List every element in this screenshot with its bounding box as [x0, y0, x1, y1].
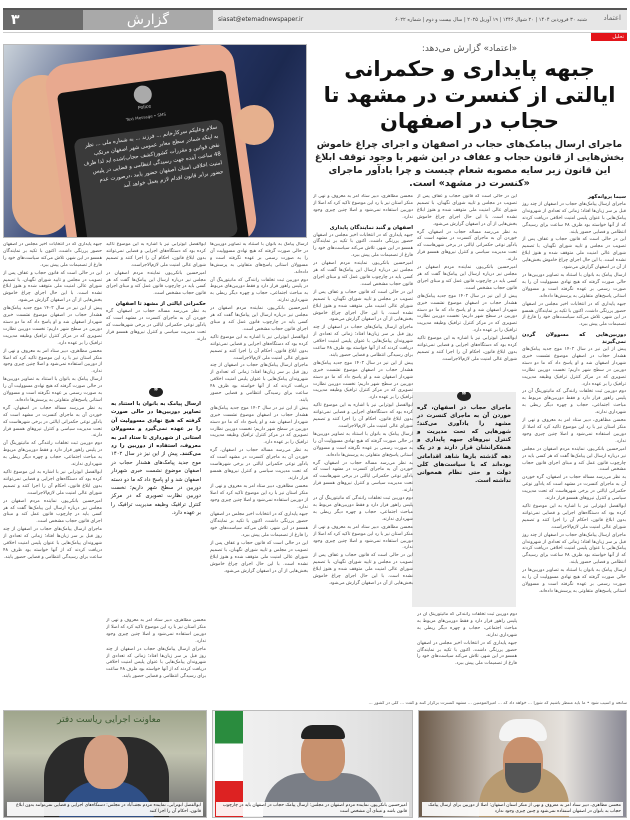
newspaper-logo: اعتماد	[603, 14, 621, 22]
column-4	[210, 242, 308, 697]
subhead: حکمرانی ایالتی از مشهد تا اصفهان	[115, 301, 206, 308]
paragraph: دوم دوربین ثبت تخلفات رانندگی که مانیتورینگ آن در پلیس راهور قرار دارد و فقط دوربین‌های مربوط به مباحث اجتماعی، حجاب و چهره دیگر ربطی به شهرداری ندارند.	[210, 277, 308, 304]
paragraph: ارسال پیامک به بانوان با استناد به تصاویر دوربین‌ها در حالی صورت گرفته که هیچ نهادی مسوولیت آن را به صورت رسمی بر عهده نگرفته است و مسوولان استانی پاسخ‌های متفاوتی به پرسش‌ها داده‌اند.	[522, 272, 626, 299]
subhead: اصفهان و گنبد نمایندگان پایداری	[329, 224, 413, 231]
paragraph: این در حالی است که قانون حجاب و عفاف پس از تصویب در مجلس و تایید شورای نگهبان، با تصمیم شورای عالی امنیت ملی متوقف شده و هنوز ابلاغ نشده است. با این حال اجرای چراغ خاموش بخش‌هایی از آن در اصفهان گزارش می‌شود.	[417, 194, 517, 227]
phone-shape	[43, 44, 259, 238]
paragraph: ماجرای ارسال پیامک‌های حجاب در اصفهان از چند روز قبل بر سر زبان‌ها افتاد؛ زمانی که تعدادی از شهروندان پیامک‌هایی با عنوان پلیس امنیت اخلاقی دریافت کردند که از آنها خواسته بود ظرف ۴۸ ساعت برای رسیدگی انتظامی و قضایی حضور یابند.	[313, 325, 413, 358]
main-photo-phone-sms	[3, 44, 307, 238]
paragraph: ابوالفضل ابوترابی نیز با اشاره به این موضوع تاکید کرده بود که دستگاه‌های اجرایی و قضایی نمی‌توانند بدون ابلاغ قانون، احکام آن را اجرا کنند و تصمیم شورای عالی امنیت ملی لازم‌الاجراست.	[522, 503, 626, 530]
contact-avatar-icon	[133, 84, 153, 104]
paragraph: به نظر می‌رسد مساله حجاب در اصفهان، گره خوردن آن به ماجرای کنسرت در مشهد است که یادآور نوعی حکمرانی ایالتی در برخی شهرهاست که تحت مدیریت سیاسی و کنترل نیروهای همسو قرار دارند.	[417, 229, 517, 263]
paragraph: امیرحسین بانکی‌پور، نماینده مردم اصفهان در مجلس نیز درباره ارسال این پیامک‌ها گفت که هر کسی باید در چارچوب قانون عمل کند و مبنای اجرای قانون حجاب مشخص است.	[522, 446, 626, 473]
paragraph: پیش از این نیز در سال ۱۴۰۲ موج جدید پیامک‌های هشدار حجاب در اصفهان موضوع نشست خبری شهردار اصفهان شد و او پاسخ داد که ما دو دسته دوربین در سطح شهر داریم؛ نخست دوربین نظارت تصویری که در مرکز کنترل ترافیک وظیفه مدیریت ترافیک را بر عهده دارد.	[111, 451, 201, 517]
pull-quote-left	[106, 388, 206, 613]
paragraph: دوم دوربین ثبت تخلفات رانندگی که مانیتورینگ آن در پلیس راهور قرار دارد و فقط دوربین‌های مربوط به مباحث اجتماعی، حجاب و چهره دیگر ربطی به شهرداری ندارند.	[417, 612, 517, 638]
column-3	[313, 194, 413, 698]
column-2-bottom	[417, 612, 517, 695]
pull-quote-text: ارسال پیامک به بانوان با استناد به تصاویر دوربین‌ها در حالی صورت گرفته که هیچ نهادی مسوولیت آن را بر عهده نمی‌گیرد و مسوولان استانی از شهرداری تا ستاد امر به معروف، استفاده از دوربین را رد می‌کنند.	[111, 401, 201, 458]
headline: جبهه پایداری و حکمرانی ایالتی از کنسرت در مشهد تا حجاب در اصفهان	[323, 57, 616, 133]
paragraph: این در حالی است که قانون حجاب و عفاف پس از تصویب در مجلس و تایید شورای نگهبان، با تصمیم شورای عالی امنیت ملی متوقف شده و هنوز ابلاغ نشده است. با این حال اجرای چراغ خاموش بخش‌هایی از آن در اصفهان گزارش می‌شود.	[313, 289, 413, 323]
paragraph: محسن مظاهری، دبیر ستاد امر به معروف و نهی از منکر استان نیز با رد این موضوع تاکید کرد که اصلا از دوربین استفاده نمی‌شود و اصلا چنین چیزی وجود ندارد.	[522, 418, 626, 444]
photo-mazaheri	[418, 710, 627, 818]
column-6	[3, 242, 102, 697]
photo-abutorabi	[3, 710, 207, 818]
paragraph: ابوالفضل ابوترابی نیز با اشاره به این موضوع تاکید کرده بود که دستگاه‌های اجرایی و قضایی نمی‌توانند بدون ابلاغ قانون، احکام آن را اجرا کنند و تصمیم شورای عالی امنیت ملی لازم‌الاجراست.	[106, 242, 206, 268]
quote-icon: ❞	[457, 392, 471, 401]
column-1	[522, 194, 626, 698]
thumb-shape	[234, 105, 274, 145]
paragraph: جبهه پایداری که در انتخابات اخیر مجلس در اصفهان حضور پررنگی داشت، اکنون با تکیه بر نمایندگان همسو در این شهر، تلاش می‌کند سیاست‌های خود را فارغ از تصمیمات ملی پیش ببرد.	[210, 512, 308, 539]
paragraph: پیش از این نیز در سال ۱۴۰۲ موج جدید پیامک‌های هشدار حجاب در اصفهان موضوع نشست خبری شهردار اصفهان شد و او پاسخ داد که ما دو دسته دوربین در سطح شهر داریم؛ نخست دوربین نظارت تصویری که در مرکز کنترل ترافیک وظیفه مدیریت ترافیک را بر عهده دارد.	[313, 360, 413, 401]
sms-meta: Text Message • SMS	[125, 111, 167, 123]
paragraph: این در حالی است که قانون حجاب و عفاف پس از تصویب در مجلس و تایید شورای نگهبان، با تصمیم شورای عالی امنیت ملی متوقف شده و هنوز ابلاغ نشده است. با این حال اجرای چراغ خاموش بخش‌هایی از آن در اصفهان گزارش می‌شود.	[3, 270, 102, 304]
paragraph: محسن مظاهری، دبیر ستاد امر به معروف و نهی از منکر استان نیز با رد این موضوع تاکید کرد که اصلا از دوربین استفاده نمی‌شود و اصلا چنین چیزی وجود ندارد.	[210, 483, 308, 510]
phone-screen	[57, 70, 250, 238]
paragraph: جبهه پایداری که در انتخابات اخیر مجلس در اصفهان حضور پررنگی داشت، اکنون با تکیه بر نمایندگان همسو در این شهر، تلاش می‌کند سیاست‌های خود را فارغ از تصمیمات ملی پیش ببرد.	[417, 640, 517, 667]
office-sign: معاونت اجرایی ریاست دفتر	[57, 715, 161, 725]
page-header	[3, 8, 627, 30]
paragraph: جبهه پایداری که در انتخابات اخیر مجلس در اصفهان حضور پررنگی داشت، اکنون با تکیه بر نمایندگان همسو در این شهر، تلاش می‌کند سیاست‌های خود را فارغ از تصمیمات ملی پیش ببرد.	[3, 242, 102, 268]
paragraph: ارسال پیامک به بانوان با استناد به تصاویر دوربین‌ها در حالی صورت گرفته که هیچ نهادی مسوولیت آن را به صورت رسمی بر عهده نگرفته است و مسوولان استانی پاسخ‌های متفاوتی به پرسش‌ها داده‌اند.	[3, 377, 102, 403]
paragraph: جبهه پایداری که در انتخابات اخیر مجلس در اصفهان حضور پررنگی داشت، اکنون با تکیه بر نمایندگان همسو در این شهر، تلاش می‌کند سیاست‌های خود را فارغ از تصمیمات ملی پیش ببرد.	[313, 232, 413, 259]
face-shape	[84, 735, 128, 789]
paragraph: به نظر می‌رسد مساله حجاب در اصفهان، گره خوردن آن به ماجرای کنسرت در مشهد است که یادآور نوعی حکمرانی ایالتی در برخی شهرهاست که تحت مدیریت سیاسی و کنترل نیروهای همسو قرار دارند.	[522, 475, 626, 502]
section-label: گزارش	[83, 10, 213, 30]
column-5-bottom	[106, 618, 206, 695]
column-5	[106, 242, 206, 382]
bottom-text-line: سانحه و آسیب شود • ما باید منتظر باشیم که شورا ... خواهد داد که ... امیرالمومنین ... مشهد کنسرت برگزار کنند و گفت ... کلی در کشور ...	[368, 701, 627, 706]
quote-icon: ❞	[149, 388, 163, 397]
paragraph: ابوالفضل ابوترابی نیز با اشاره به این موضوع تاکید کرده بود که دستگاه‌های اجرایی و قضایی نمی‌توانند بدون ابلاغ قانون، احکام آن را اجرا کنند و تصمیم شورای عالی امنیت ملی لازم‌الاجراست.	[210, 334, 308, 361]
subhead: دوربین‌هایی که مسوولان گردن نمی‌گیرند	[522, 332, 626, 346]
paragraph: ارسال پیامک به بانوان با استناد به تصاویر دوربین‌ها در حالی صورت گرفته که هیچ نهادی مسوولیت آن را به صورت رسمی بر عهده نگرفته است و مسوولان استانی پاسخ‌های متفاوتی به پرسش‌ها داده‌اند.	[210, 242, 308, 275]
column-2	[417, 194, 517, 388]
paragraph: دوم دوربین ثبت تخلفات رانندگی که مانیتورینگ آن در پلیس راهور قرار دارد و فقط دوربین‌های مربوط به مباحث اجتماعی، حجاب و چهره دیگر ربطی به شهرداری ندارند.	[313, 496, 413, 522]
article-header	[312, 44, 627, 190]
paragraph: امیرحسین بانکی‌پور، نماینده مردم اصفهان در مجلس نیز درباره ارسال این پیامک‌ها گفت که هر کسی باید در چارچوب قانون عمل کند و مبنای اجرای قانون حجاب مشخص است.	[3, 498, 102, 525]
paragraph: امیرحسین بانکی‌پور، نماینده مردم اصفهان در مجلس نیز درباره ارسال این پیامک‌ها گفت که هر کسی باید در چارچوب قانون عمل کند و مبنای اجرای قانون حجاب مشخص است.	[210, 306, 308, 332]
sms-sender: Police	[137, 104, 152, 112]
paragraph: پیش از این نیز در سال ۱۴۰۲ موج جدید پیامک‌های هشدار حجاب در اصفهان موضوع نشست خبری شهردار اصفهان شد و او پاسخ داد که ما دو دسته دوربین در سطح شهر داریم؛ نخست دوربین نظارت تصویری که در مرکز کنترل ترافیک وظیفه مدیریت ترافیک را بر عهده دارد.	[210, 405, 308, 446]
paragraph: محسن مظاهری، دبیر ستاد امر به معروف و نهی از منکر استان نیز با رد این موضوع تاکید کرد که اصلا از دوربین استفاده نمی‌شود و اصلا چنین چیزی وجود ندارد.	[106, 618, 206, 644]
date-line: شنبه ۳۰ فروردین ۱۴۰۴ | ۲۰ شوال ۱۴۴۶ | ۱۹ آوریل ۲۰۲۵ | سال بیست و دوم | شماره ۶۰۲۲	[394, 17, 587, 23]
paragraph: به نظر می‌رسد مساله حجاب در اصفهان، گره خوردن آن به ماجرای کنسرت در مشهد است که یادآور نوعی حکمرانی ایالتی در برخی شهرهاست که تحت مدیریت سیاسی و کنترل نیروهای همسو قرار دارند.	[106, 309, 206, 342]
email-link[interactable]: siasat@etemadnewspaper.ir	[218, 16, 304, 23]
paragraph: به نظر می‌رسد مساله حجاب در اصفهان، گره خوردن آن به ماجرای کنسرت در مشهد است که یادآور نوعی حکمرانی ایالتی در برخی شهرهاست که تحت مدیریت سیاسی و کنترل نیروهای همسو قرار دارند.	[313, 460, 413, 494]
paragraph: ماجرای ارسال پیامک‌های حجاب در اصفهان از چند روز قبل بر سر زبان‌ها افتاد؛ زمانی که تعدادی از شهروندان پیامک‌هایی با عنوان پلیس امنیت اخلاقی دریافت کردند که از آنها خواسته بود ظرف ۴۸ ساعت برای رسیدگی انتظامی و قضایی حضور یابند.	[3, 527, 102, 560]
paragraph: دوم دوربین ثبت تخلفات رانندگی که مانیتورینگ آن در پلیس راهور قرار دارد و فقط دوربین‌های مربوط به مباحث اجتماعی، حجاب و چهره دیگر ربطی به شهرداری ندارند.	[3, 441, 102, 468]
category-tag: تحلیل	[591, 33, 627, 41]
paragraph: جبهه پایداری که در انتخابات اخیر مجلس در اصفهان حضور پررنگی داشت، اکنون با تکیه بر نمایندگان همسو در این شهر، تلاش می‌کند سیاست‌های خود را فارغ از تصمیمات ملی پیش ببرد.	[522, 301, 626, 328]
paragraph: این در حالی است که قانون حجاب و عفاف پس از تصویب در مجلس و تایید شورای نگهبان، با تصمیم شورای عالی امنیت ملی متوقف شده و هنوز ابلاغ نشده است. با این حال اجرای چراغ خاموش بخش‌هایی از آن در اصفهان گزارش می‌شود.	[210, 541, 308, 574]
paragraph: پیش از این نیز در سال ۱۴۰۲ موج جدید پیامک‌های هشدار حجاب در اصفهان موضوع نشست خبری شهردار اصفهان شد و او پاسخ داد که ما دو دسته دوربین در سطح شهر داریم؛ نخست دوربین نظارت تصویری که در مرکز کنترل ترافیک وظیفه مدیریت ترافیک را بر عهده دارد.	[417, 293, 517, 334]
paragraph: ماجرای ارسال پیامک‌های حجاب در اصفهان از چند روز قبل بر سر زبان‌ها افتاد؛ زمانی که تعدادی از شهروندان پیامک‌هایی با عنوان پلیس امنیت اخلاقی دریافت کردند که از آنها خواسته بود ظرف ۴۸ ساعت برای رسیدگی انتظامی و قضایی حضور یابند.	[106, 646, 206, 680]
paragraph: ماجرای ارسال پیامک‌های حجاب در اصفهان از چند روز قبل بر سر زبان‌ها افتاد؛ زمانی که تعدادی از شهروندان پیامک‌هایی با عنوان پلیس امنیت اخلاقی دریافت کردند که از آنها خواسته بود ظرف ۴۸ ساعت برای رسیدگی انتظامی و قضایی حضور یابند.	[210, 363, 308, 403]
paragraph: محسن مظاهری، دبیر ستاد امر به معروف و نهی از منکر استان نیز با رد این موضوع تاکید کرد که اصلا از دوربین استفاده نمی‌شود و اصلا چنین چیزی وجود ندارد.	[313, 194, 413, 220]
paragraph: به نظر می‌رسد مساله حجاب در اصفهان، گره خوردن آن به ماجرای کنسرت در مشهد است که یادآور نوعی حکمرانی ایالتی در برخی شهرهاست که تحت مدیریت سیاسی و کنترل نیروهای همسو قرار دارند.	[3, 405, 102, 439]
paragraph: ارسال پیامک به بانوان با استناد به تصاویر دوربین‌ها در حالی صورت گرفته که هیچ نهادی مسوولیت آن را به صورت رسمی بر عهده نگرفته است و مسوولان استانی پاسخ‌های متفاوتی به پرسش‌ها داده‌اند.	[313, 431, 413, 458]
author: سیما پروانه‌گهر	[588, 194, 626, 200]
paragraph: امیرحسین بانکی‌پور، نماینده مردم اصفهان در مجلس نیز درباره ارسال این پیامک‌ها گفت که هر کسی باید در چارچوب قانون عمل کند و مبنای اجرای قانون حجاب مشخص است.	[417, 265, 517, 291]
page-number: ۳	[3, 10, 83, 30]
lead: ماجرای ارسال پیامک‌های حجاب در اصفهان و اجرای چراغ خاموش بخش‌هایی از قانون حجاب و عفاف در این شهر با وجود توقف ابلاغ این قانون زیر سایه مصوبه شعام چیست و چرا یادآور ماجرای «کنسرت در مشهد» است.	[314, 139, 625, 189]
paragraph: این در حالی است که قانون حجاب و عفاف پس از تصویب در مجلس و تایید شورای نگهبان، با تصمیم شورای عالی امنیت ملی متوقف شده و هنوز ابلاغ نشده است. با این حال اجرای چراغ خاموش بخش‌هایی از آن در اصفهان گزارش می‌شود.	[313, 553, 413, 586]
paragraph: ابوالفضل ابوترابی نیز با اشاره به این موضوع تاکید کرده بود که دستگاه‌های اجرایی و قضایی نمی‌توانند بدون ابلاغ قانون، احکام آن را اجرا کنند و تصمیم شورای عالی امنیت ملی لازم‌الاجراست.	[3, 470, 102, 496]
paragraph: این در حالی است که قانون حجاب و عفاف پس از تصویب در مجلس و تایید شورای نگهبان، با تصمیم شورای عالی امنیت ملی متوقف شده و هنوز ابلاغ نشده است. با این حال اجرای چراغ خاموش بخش‌هایی از آن در اصفهان گزارش می‌شود.	[522, 237, 626, 271]
paragraph: پیش از این نیز در سال ۱۴۰۲ موج جدید پیامک‌های هشدار حجاب در اصفهان موضوع نشست خبری شهردار اصفهان شد و او پاسخ داد که ما دو دسته دوربین در سطح شهر داریم؛ نخست دوربین نظارت تصویری که در مرکز کنترل ترافیک وظیفه مدیریت ترافیک را بر عهده دارد.	[3, 306, 102, 346]
pull-quote-text: ماجرای حجاب در اصفهان، گره خوردن آن به ماجرای کنسرت در مشهد را یادآوری می‌کند؛ شهرهایی که تحت مدیریت و کنترل نیروهای جبهه پایداری و همفکرانشان قرار دارند و در یک دهه گذشته بارها شاهد اقداماتی بوده‌اند که با سیاست‌های کلی دولت و حتی نظام همخوانی نداشته است.	[417, 405, 511, 484]
paragraph: دوم دوربین ثبت تخلفات رانندگی که مانیتورینگ آن در پلیس راهور قرار دارد و فقط دوربین‌های مربوط به مباحث اجتماعی، حجاب و چهره دیگر ربطی به شهرداری ندارند.	[522, 389, 626, 416]
paragraph: محسن مظاهری، دبیر ستاد امر به معروف و نهی از منکر استان نیز با رد این موضوع تاکید کرد که اصلا از دوربین استفاده نمی‌شود و اصلا چنین چیزی وجود ندارد.	[313, 524, 413, 551]
paragraph: ماجرای ارسال پیامک‌های حجاب در اصفهان از چند روز قبل بر سر زبان‌ها افتاد؛ زمانی که تعدادی از شهروندان پیامک‌هایی با عنوان پلیس امنیت اخلاقی دریافت کردند که از آنها خواسته بود ظرف ۴۸ ساعت برای رسیدگی انتظامی و قضایی حضور یابند.	[522, 532, 626, 566]
kicker: «اعتماد» گزارش می‌دهد:	[421, 44, 518, 54]
paragraph: پیش از این نیز در سال ۱۴۰۲ موج جدید پیامک‌های هشدار حجاب در اصفهان موضوع نشست خبری شهردار اصفهان شد و او پاسخ داد که ما دو دسته دوربین در سطح شهر داریم؛ نخست دوربین نظارت تصویری که در مرکز کنترل ترافیک وظیفه مدیریت ترافیک را بر عهده دارد.	[522, 347, 626, 387]
photo-caption: امیرحسین بانکی‌پور، نماینده مردم اصفهان در مجلس: ارسال پیامک حجاب در اصفهان باید در چارچوب قانون باشد و مبنای آن مشخص است	[216, 802, 409, 816]
paragraph: امیرحسین بانکی‌پور، نماینده مردم اصفهان در مجلس نیز درباره ارسال این پیامک‌ها گفت که هر کسی باید در چارچوب قانون عمل کند و مبنای اجرای قانون حجاب مشخص است.	[313, 261, 413, 287]
paragraph: ماجرای ارسال پیامک‌های حجاب در اصفهان از چند روز قبل بر سر زبان‌ها افتاد؛ زمانی که تعدادی از شهروندان پیامک‌هایی با عنوان پلیس امنیت اخلاقی دریافت کردند که از آنها خواسته بود ظرف ۴۸ ساعت برای رسیدگی انتظامی و قضایی حضور یابند.	[522, 201, 626, 235]
divider	[3, 32, 627, 33]
photo-caption: ابوالفضل ابوترابی، نماینده مردم نجف‌آباد در مجلس: دستگاه‌های اجرایی و قضایی نمی‌توانند بدون ابلاغ قانون، احکام آن را اجرا کنند	[7, 802, 203, 816]
paragraph: امیرحسین بانکی‌پور، نماینده مردم اصفهان در مجلس نیز درباره ارسال این پیامک‌ها گفت که هر کسی باید در چارچوب قانون عمل کند و مبنای اجرای قانون حجاب مشخص است.	[106, 270, 206, 297]
photo-caption: محسن مظاهری، دبیر ستاد امر به معروف و نهی از منکر استان اصفهان: اصلا از دوربین برای ارسال پیامک حجاب به بانوان در اصفهان استفاده نمی‌شود و چنین چیزی وجود ندارد	[422, 802, 623, 816]
paragraph: ابوالفضل ابوترابی نیز با اشاره به این موضوع تاکید کرده بود که دستگاه‌های اجرایی و قضایی نمی‌توانند بدون ابلاغ قانون، احکام آن را اجرا کنند و تصمیم شورای عالی امنیت ملی لازم‌الاجراست.	[313, 403, 413, 429]
paragraph: ارسال پیامک به بانوان با استناد به تصاویر دوربین‌ها در حالی صورت گرفته که هیچ نهادی مسوولیت آن را به صورت رسمی بر عهده نگرفته است و مسوولان استانی پاسخ‌های متفاوتی به پرسش‌ها داده‌اند.	[522, 568, 626, 594]
pull-quote-right	[412, 392, 516, 607]
sms-bubble: سلام وعلیکم سرکارخانم ... فرزند ... به شماره ملی ... نظر به اینکه شمادر سطح معابر عمومی شهر اصفهان مرتکب نقض قوانین و مقررات کشور(کشف حجاب)شده اید لذا ظرف 48 ساعت آینده جهت رسیدگی انتظامی و قضایی در پلیس امنیت اخلاقی استان اصفهان حضور یابید ،درصورت عدم حضور برابر قانون اقدام لازم بعمل خواهد آمد	[73, 119, 238, 238]
paragraph: ابوالفضل ابوترابی نیز با اشاره به این موضوع تاکید کرده بود که دستگاه‌های اجرایی و قضایی نمی‌توانند بدون ابلاغ قانون، احکام آن را اجرا کنند و تصمیم شورای عالی امنیت ملی لازم‌الاجراست.	[417, 336, 517, 362]
paragraph: به نظر می‌رسد مساله حجاب در اصفهان، گره خوردن آن به ماجرای کنسرت در مشهد است که یادآور نوعی حکمرانی ایالتی در برخی شهرهاست که تحت مدیریت سیاسی و کنترل نیروهای همسو قرار دارند.	[210, 448, 308, 481]
photo-bankipour	[212, 710, 413, 818]
hair-shape	[301, 725, 345, 739]
paragraph: محسن مظاهری، دبیر ستاد امر به معروف و نهی از منکر استان نیز با رد این موضوع تاکید کرد که اصلا از دوربین استفاده نمی‌شود و اصلا چنین چیزی وجود ندارد.	[3, 348, 102, 375]
